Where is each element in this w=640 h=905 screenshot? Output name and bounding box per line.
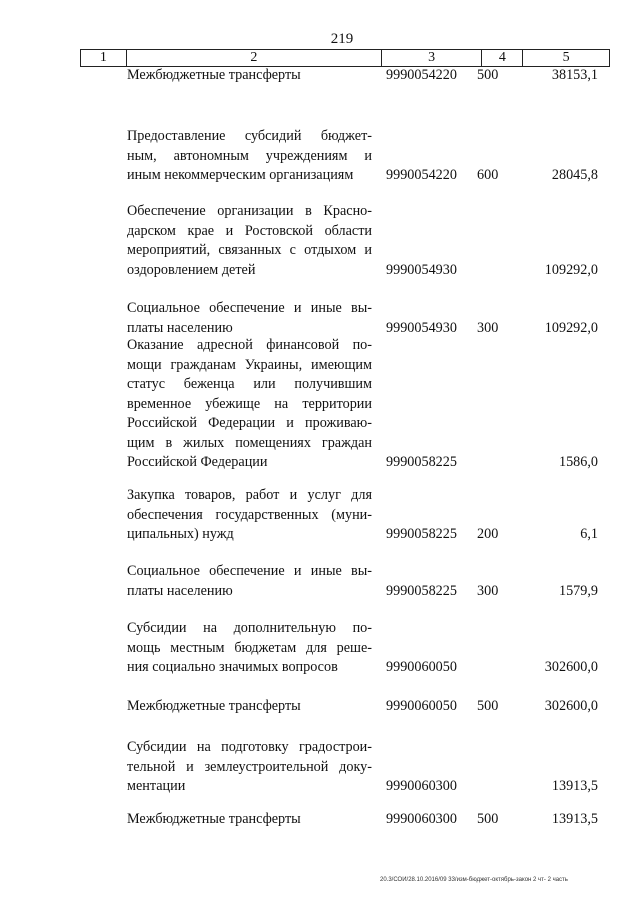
row-name-line: Межбюджетные трансферты xyxy=(127,698,301,714)
row-amount: 302600,0 xyxy=(544,659,598,675)
row-amount: 28045,8 xyxy=(551,167,598,183)
row-name-line: обеспечения государственных (муни- xyxy=(127,506,372,523)
row-name-line: ным, автономным учреждениям и xyxy=(127,147,372,164)
row-name-line: оздоровлением детей xyxy=(127,261,256,278)
row-name-line: ципальных) нужд xyxy=(127,526,234,542)
row-name-line: щим в жилых помещениях граждан xyxy=(127,434,372,451)
row-name xyxy=(127,299,372,338)
row-code: 9990054930 xyxy=(386,319,457,336)
row-name xyxy=(127,738,372,797)
page-number: 219 xyxy=(330,31,354,47)
header-col-5: 5 xyxy=(562,50,570,65)
row-name-line: Межбюджетные трансферты xyxy=(127,811,301,827)
row-expense-type: 300 xyxy=(477,582,499,599)
row-name-line: временное убежище на территории xyxy=(127,395,372,412)
row-expense-type: 500 xyxy=(477,811,499,827)
row-name-line: иным некоммерческим организациям xyxy=(127,167,354,183)
row-code: 9990058225 xyxy=(386,454,457,470)
row-name-line: статус беженца или получившим xyxy=(127,376,372,392)
row-code: 9990060300 xyxy=(386,778,457,794)
row-name xyxy=(127,697,372,717)
row-amount: 109292,0 xyxy=(544,261,598,278)
row-name-line: Закупка товаров, работ и услуг для xyxy=(127,487,372,503)
row-name xyxy=(127,127,372,186)
header-col-1: 1 xyxy=(81,50,127,66)
row-name xyxy=(127,486,372,545)
header-col-3: 3 xyxy=(382,50,483,66)
row-name xyxy=(127,562,372,601)
row-amount: 38153,1 xyxy=(551,67,598,83)
table-header xyxy=(80,49,610,67)
row-name xyxy=(127,66,372,86)
row-name-line: Предоставление субсидий бюджет- xyxy=(127,128,372,144)
row-name-line: Социальное обеспечение и иные вы- xyxy=(127,300,372,316)
row-name xyxy=(127,810,372,830)
row-name-line: Оказание адресной финансовой по- xyxy=(127,337,372,353)
row-name-line: Субсидии на подготовку градострои- xyxy=(127,739,372,755)
header-col-4: 4 xyxy=(482,50,523,66)
row-expense-type: 300 xyxy=(477,319,499,336)
row-code: 9990054220 xyxy=(386,167,457,183)
row-name-line: тельной и землеустроительной доку- xyxy=(127,758,372,775)
header-col-2: 2 xyxy=(127,50,382,66)
row-code: 9990060300 xyxy=(386,811,457,827)
row-code: 9990060050 xyxy=(386,698,457,714)
row-expense-type: 500 xyxy=(477,67,499,83)
row-name xyxy=(127,336,372,473)
row-code: 9990054930 xyxy=(386,261,457,278)
row-amount: 109292,0 xyxy=(544,319,598,336)
row-name-line: мероприятий, связанных с отдыхом и xyxy=(127,242,372,258)
row-amount: 1586,0 xyxy=(558,454,598,470)
row-name-line: платы населению xyxy=(127,319,233,336)
row-code: 9990054220 xyxy=(386,67,457,83)
row-expense-type: 500 xyxy=(477,698,499,714)
row-amount: 1579,9 xyxy=(558,582,598,599)
row-code: 9990058225 xyxy=(386,526,457,542)
row-name-line: Субсидии на дополнительную по- xyxy=(127,620,372,636)
row-name-line: Российской Федерации xyxy=(127,454,268,470)
row-expense-type: 600 xyxy=(477,167,499,183)
row-name-line: Социальное обеспечение и иные вы- xyxy=(127,563,372,579)
row-name-line: ментации xyxy=(127,778,186,794)
row-name-line: ния социально значимых вопросов xyxy=(127,659,338,675)
row-amount: 6,1 xyxy=(580,526,598,542)
row-name-line: Межбюджетные трансферты xyxy=(127,67,301,83)
row-name xyxy=(127,202,372,280)
row-expense-type: 200 xyxy=(477,526,499,542)
footer-note: 20.3/СОЙ/28.10.2016/09 33/изм-бюджет-октябрь-закон 2 чт- 2 часть xyxy=(380,877,568,883)
row-name-line: дарском крае и Ростовской области xyxy=(127,222,372,239)
row-code: 9990060050 xyxy=(386,659,457,675)
row-amount: 302600,0 xyxy=(544,698,598,714)
row-name-line: Российской Федерации и проживаю- xyxy=(127,415,372,431)
row-code: 9990058225 xyxy=(386,582,457,599)
row-name-line: мощи гражданам Украины, имеющим xyxy=(127,356,372,373)
row-name xyxy=(127,619,372,678)
row-name-line: мощь местным бюджетам для реше- xyxy=(127,639,372,656)
row-name-line: Обеспечение организации в Красно- xyxy=(127,203,372,219)
row-amount: 13913,5 xyxy=(551,811,598,827)
row-name-line: платы населению xyxy=(127,582,233,599)
row-amount: 13913,5 xyxy=(551,778,598,794)
